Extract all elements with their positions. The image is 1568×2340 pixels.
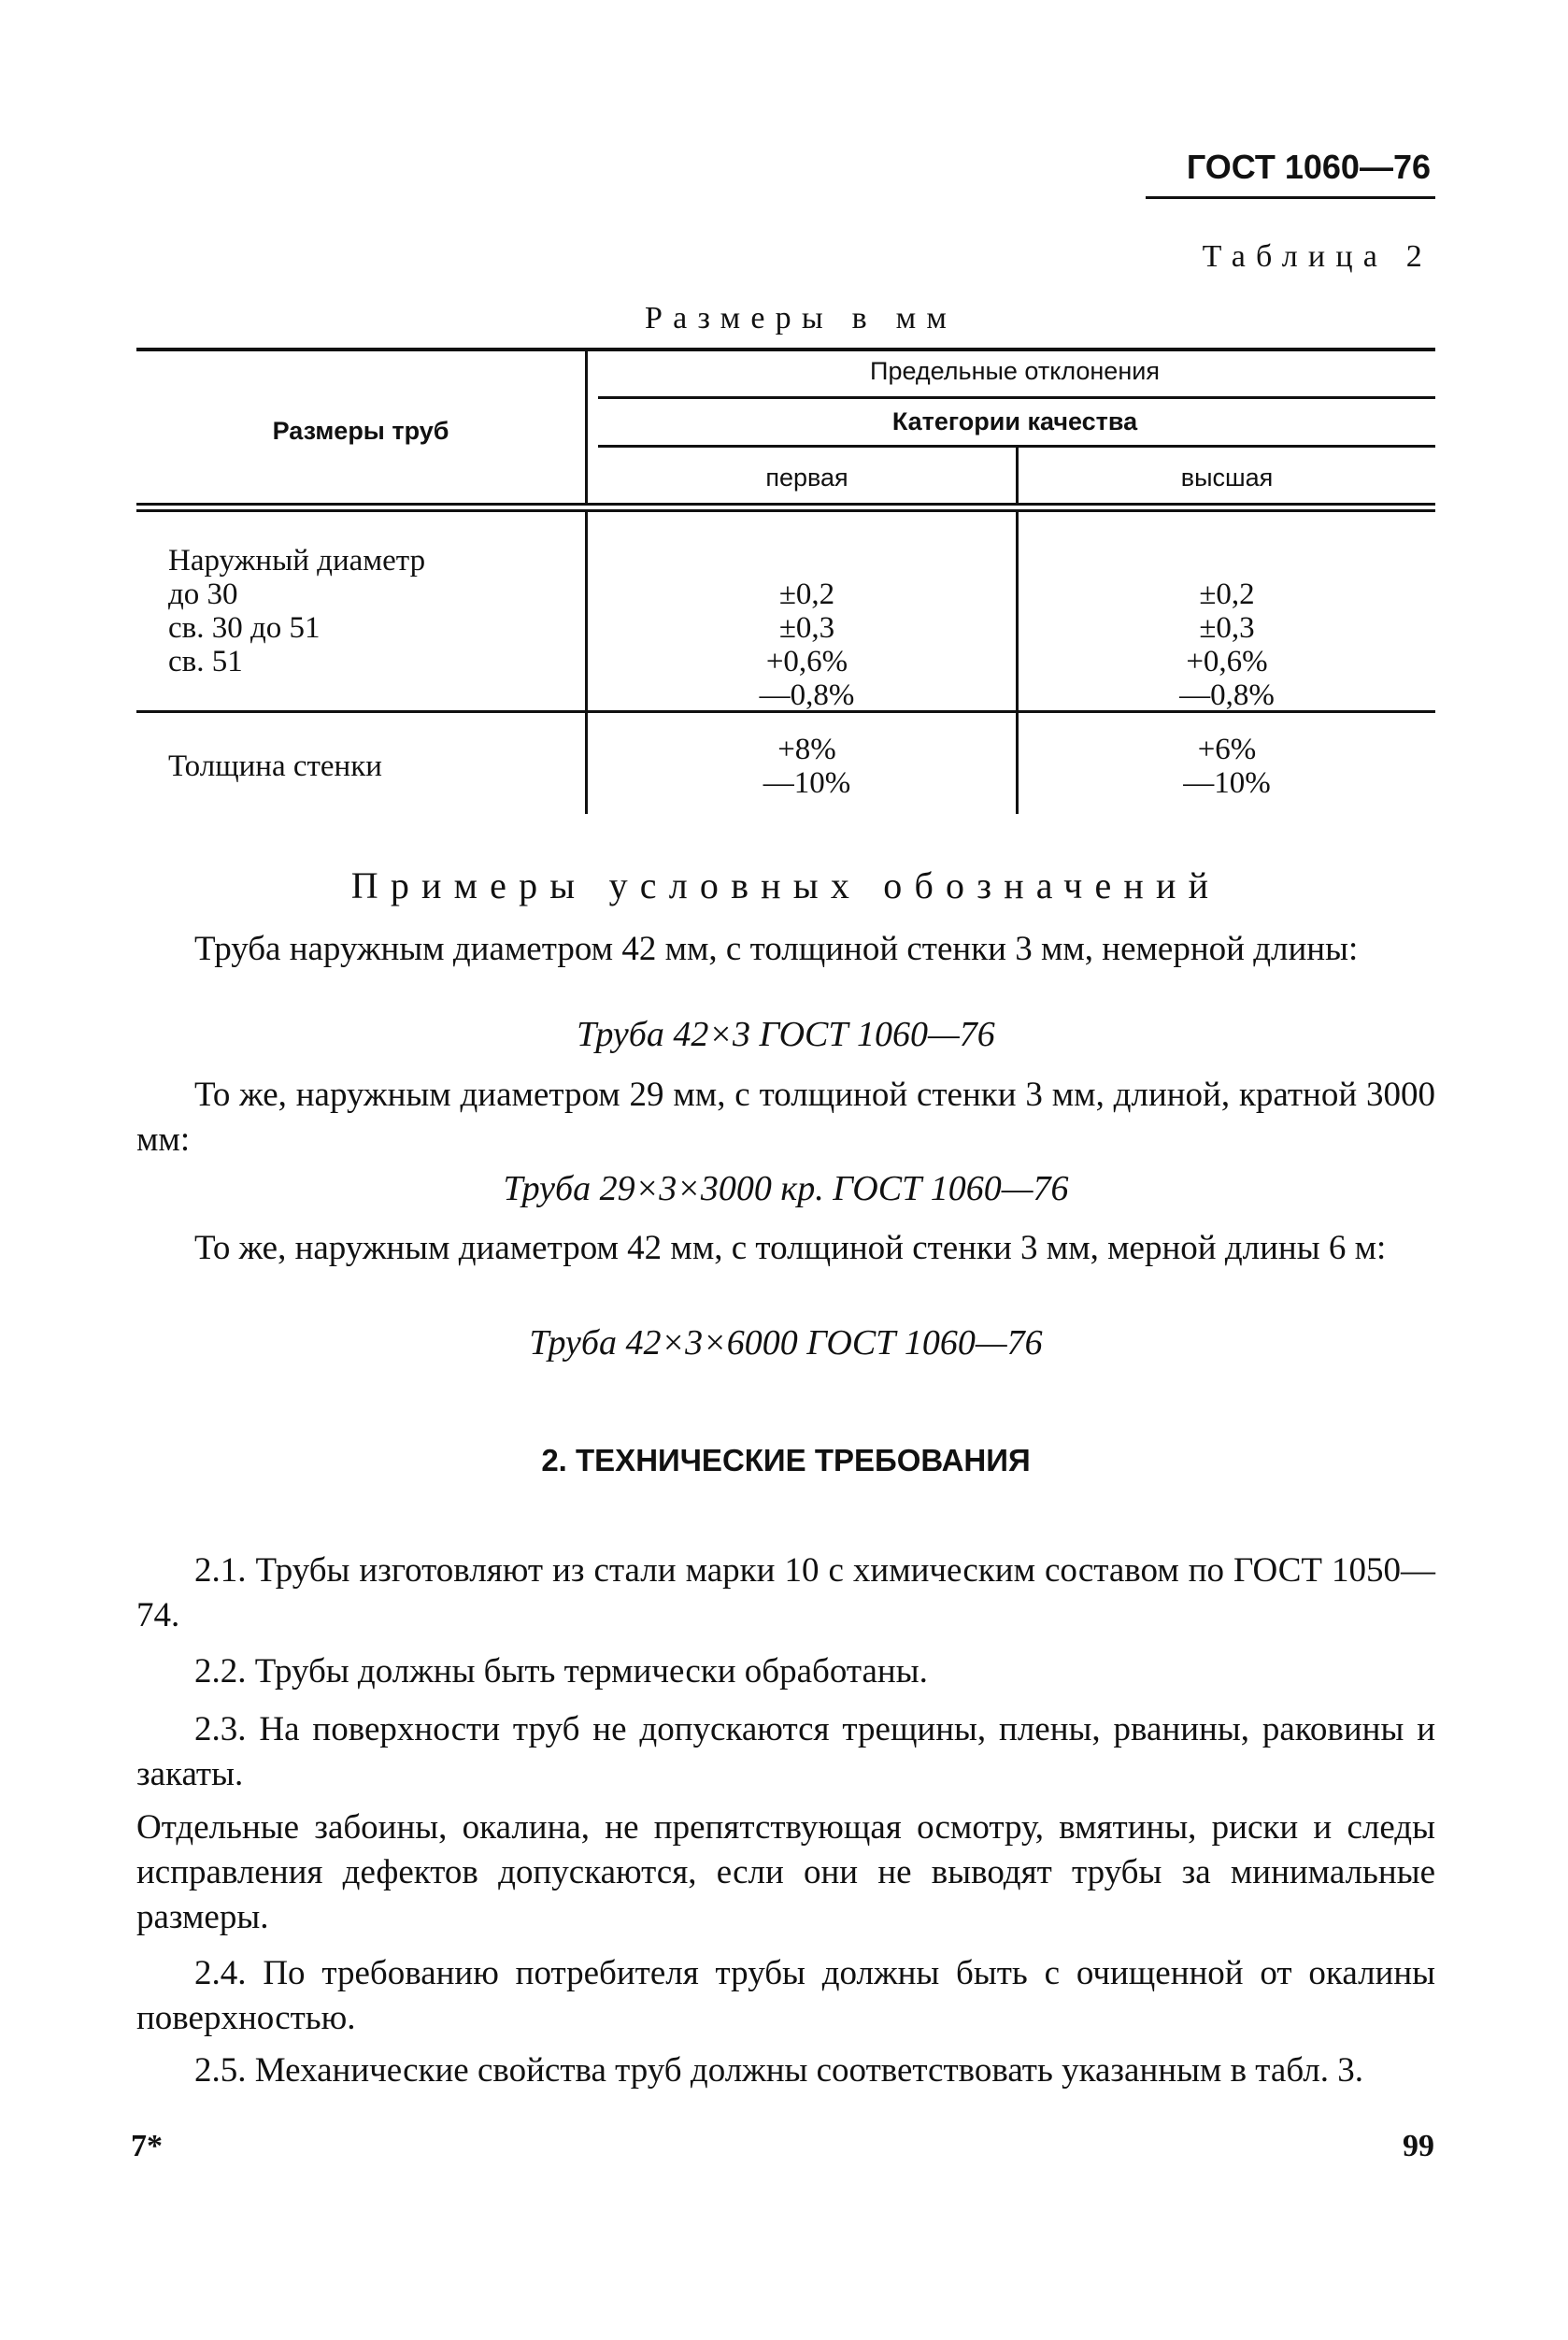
example-2-designation: Труба 29×3×3000 кр. ГОСТ 1060—76: [503, 1169, 1069, 1208]
page-number: 99: [1403, 2129, 1434, 2163]
example-3-text: [136, 1226, 1435, 1271]
row-outer-diameter-highest: ±0,2 ±0,3 +0,6% —0,8%: [1179, 578, 1275, 712]
table-number: Таблица 2: [1202, 239, 1433, 274]
signature-mark: 7*: [131, 2129, 163, 2163]
clause-2-2-body: 2.2. Трубы должны быть термически обработаны.: [194, 1652, 928, 1691]
clause-2-1: [136, 1548, 1435, 1638]
example-2-body: То же, наружным диаметром 29 мм, с толщиной стенки 3 мм, длиной, кратной 3000 мм:: [136, 1076, 1435, 1159]
header-limits-rule: [598, 396, 1435, 399]
row-wall-thickness-highest: +6% —10%: [1183, 733, 1271, 800]
example-1-body: Труба наружным диаметром 42 мм, с толщиной стенки 3 мм, немерной длины:: [194, 930, 1359, 968]
example-2-text: [136, 1073, 1435, 1163]
example-3-body: То же, наружным диаметром 42 мм, с толщиной стенки 3 мм, мерной длины 6 м:: [194, 1229, 1387, 1267]
clause-2-1-body: 2.1. Трубы изготовляют из стали марки 10 с химическим составом по ГОСТ 1050—74.: [136, 1551, 1435, 1634]
row-wall-thickness-first: +8% —10%: [763, 733, 851, 800]
body-vline-1b: [585, 713, 588, 814]
examples-title: Примеры условных обозначений: [350, 864, 1221, 906]
row-wall-thickness-label: Толщина стенки: [168, 749, 382, 783]
row-outer-diameter-first: ±0,2 ±0,3 +0,6% —0,8%: [759, 578, 855, 712]
clause-2-3-note-body: Отдельные забоины, окалина, не препятствующая осмотру, вмятины, риски и следы исправления дефектов допускаются, если они не выводят трубы за минимальные размеры.: [136, 1808, 1435, 1936]
clause-2-3-body: 2.3. На поверхности труб не допускаются трещины, плены, рванины, раковины и закаты.: [136, 1710, 1435, 1793]
table-header-vline: [585, 351, 588, 503]
clause-2-4-body: 2.4. По требованию потребителя трубы должны быть с очищенной от окалины поверхностью.: [136, 1954, 1435, 2037]
header-limits: Предельные отклонения: [870, 357, 1160, 385]
clause-2-5-body: 2.5. Механические свойства труб должны соответствовать указанным в табл. 3.: [194, 2051, 1363, 2090]
example-1-designation: Труба 42×3 ГОСТ 1060—76: [577, 1015, 995, 1054]
body-vline-1a: [585, 512, 588, 710]
clause-2-3: [136, 1707, 1435, 1797]
table-top-rule: [136, 348, 1435, 351]
clause-2-5: [136, 2048, 1435, 2093]
example-1-text: [136, 927, 1435, 972]
document-standard-number: ГОСТ 1060—76: [1186, 148, 1431, 186]
header-categories: Категории качества: [891, 407, 1138, 435]
header-first: первая: [765, 464, 848, 492]
clause-2-3-note: [136, 1805, 1435, 1940]
table-units: Размеры в мм: [645, 301, 958, 335]
row-outer-diameter-label: Наружный диаметр до 30 св. 30 до 51 св. 51: [168, 544, 426, 678]
header-highest: высшая: [1180, 464, 1274, 492]
clause-2-4: [136, 1951, 1435, 2041]
header-bottom-rule-2: [136, 509, 1435, 512]
header-pipe-sizes: Размеры труб: [272, 417, 449, 445]
example-3-designation: Труба 42×3×6000 ГОСТ 1060—76: [529, 1323, 1043, 1363]
section-title: 2. ТЕХНИЧЕСКИЕ ТРЕБОВАНИЯ: [541, 1443, 1031, 1477]
clause-2-2: [136, 1649, 1435, 1694]
header-bottom-rule-1: [136, 503, 1435, 506]
header-underline: [1146, 196, 1435, 199]
